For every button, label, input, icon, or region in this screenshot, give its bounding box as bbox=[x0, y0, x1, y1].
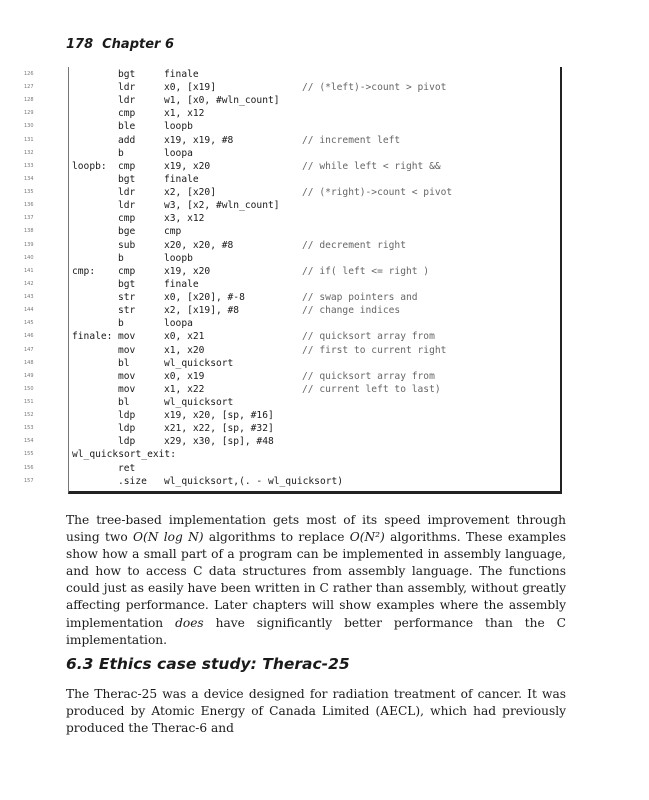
code-operands: loopb bbox=[164, 252, 193, 264]
code-opcode: ldr bbox=[118, 95, 136, 107]
line-number: 132 bbox=[24, 149, 34, 156]
code-operands: x1, x22 bbox=[164, 383, 205, 395]
code-opcode: bl bbox=[118, 397, 130, 408]
code-opcode: bl bbox=[118, 357, 130, 369]
code-line bbox=[0, 186, 600, 199]
code-operands: x3, x12 bbox=[164, 213, 205, 225]
line-number: 127 bbox=[24, 84, 34, 91]
code-operands: finale bbox=[164, 278, 199, 290]
code-opcode: cmp bbox=[118, 213, 136, 225]
code-line bbox=[0, 448, 600, 461]
code-comment: // swap pointers and bbox=[302, 292, 418, 304]
code-operands: x0, x19 bbox=[164, 370, 205, 382]
code-opcode: str bbox=[118, 292, 136, 304]
code-opcode: ldp bbox=[118, 423, 136, 435]
code-line bbox=[0, 344, 600, 357]
line-number: 137 bbox=[24, 215, 34, 222]
line-number: 141 bbox=[24, 267, 34, 274]
code-line bbox=[0, 396, 600, 409]
code-operands: cmp bbox=[164, 226, 182, 238]
page-header bbox=[66, 37, 174, 52]
code-operands: wl_quicksort bbox=[164, 397, 234, 408]
code-line bbox=[0, 212, 600, 225]
code-comment: // if( left <= right ) bbox=[302, 265, 430, 277]
code-opcode: b bbox=[118, 147, 124, 159]
code-label: finale: bbox=[72, 331, 113, 343]
code-opcode: ret bbox=[118, 462, 136, 474]
code-operands: w3, [x2, #wln_count] bbox=[164, 200, 280, 212]
code-opcode: ldr bbox=[118, 200, 136, 212]
line-number: 154 bbox=[24, 438, 34, 445]
code-line bbox=[0, 435, 600, 448]
code-operands: x19, x19, #8 bbox=[164, 134, 234, 146]
line-number: 138 bbox=[24, 228, 34, 235]
code-comment: // increment left bbox=[302, 134, 401, 146]
code-opcode: ble bbox=[118, 121, 136, 133]
code-operands: loopa bbox=[164, 147, 193, 159]
line-number: 139 bbox=[24, 241, 34, 248]
code-label: loopb: bbox=[72, 160, 107, 172]
code-line bbox=[0, 239, 600, 252]
code-opcode: bgt bbox=[118, 173, 136, 185]
line-number: 131 bbox=[24, 136, 34, 143]
code-operands: finale bbox=[164, 173, 199, 185]
line-number: 146 bbox=[24, 333, 34, 340]
chapter-title: Chapter 6 bbox=[102, 37, 175, 52]
code-opcode: ldr bbox=[118, 82, 136, 94]
code-operands: wl_quicksort,(. - wl_quicksort) bbox=[164, 475, 344, 487]
code-line bbox=[0, 81, 600, 94]
code-operands: x29, x30, [sp], #48 bbox=[164, 436, 274, 448]
code-opcode: cmp bbox=[118, 265, 136, 277]
code-line bbox=[0, 199, 600, 212]
code-operands: x19, x20, [sp, #16] bbox=[164, 410, 274, 422]
page-number: 178 bbox=[66, 37, 94, 52]
code-operands: x2, [x20] bbox=[164, 187, 216, 199]
code-line bbox=[0, 422, 600, 435]
body-paragraph-2: The Therac-25 was a device designed for radiation treatment of cancer. It was produced by Atomic Energy of Canada Limited (AECL), which had previously produced the Therac-6 and bbox=[66, 687, 566, 736]
code-opcode: cmp bbox=[118, 160, 136, 172]
code-line bbox=[0, 225, 600, 238]
code-line bbox=[0, 147, 600, 160]
code-line bbox=[0, 134, 600, 147]
code-line bbox=[0, 330, 600, 343]
code-comment: // current left to last) bbox=[302, 383, 441, 395]
code-opcode: add bbox=[118, 134, 136, 146]
body-paragraph-1: The tree-based implementation gets most of its speed improvement through using two O(N log N) algorithms to replace O(N²) algorithms. These examples show how a small part of a program can be implemented in assembly language, and how to access C data structures from assembly language. The functions could just as easily have been written in C rather than assembly, without greatly affecting performance. Later chapters will show examples where the assembly implementation does have significantly better performance than the C implementation. bbox=[66, 513, 567, 647]
code-line bbox=[0, 278, 600, 291]
code-line bbox=[0, 291, 600, 304]
code-opcode: .size bbox=[118, 475, 147, 487]
code-line bbox=[0, 383, 600, 396]
code-line bbox=[0, 370, 600, 383]
code-comment: // while left < right && bbox=[302, 160, 441, 172]
line-number: 128 bbox=[24, 97, 34, 104]
line-number: 150 bbox=[24, 385, 34, 392]
code-opcode: bgt bbox=[118, 69, 136, 80]
line-number: 149 bbox=[24, 372, 34, 379]
code-line bbox=[0, 94, 600, 107]
line-number: 145 bbox=[24, 320, 34, 327]
code-opcode: mov bbox=[118, 383, 136, 395]
line-number: 136 bbox=[24, 202, 34, 209]
line-number: 152 bbox=[24, 412, 34, 419]
code-line bbox=[0, 160, 600, 173]
code-label: cmp: bbox=[72, 265, 96, 277]
code-line bbox=[0, 252, 600, 265]
line-number: 148 bbox=[24, 359, 34, 366]
line-number: 156 bbox=[24, 464, 34, 471]
code-opcode: bge bbox=[118, 226, 136, 238]
line-number: 155 bbox=[24, 451, 34, 458]
code-operands: x0, [x20], #-8 bbox=[164, 292, 245, 304]
code-operands: x0, [x19] bbox=[164, 82, 216, 94]
code-line bbox=[0, 409, 600, 422]
code-operands: x0, x21 bbox=[164, 331, 205, 343]
code-comment: // first to current right bbox=[302, 344, 447, 356]
code-opcode: cmp bbox=[118, 108, 136, 120]
code-line bbox=[0, 68, 600, 81]
line-number: 133 bbox=[24, 162, 34, 169]
emphasis-does: does bbox=[175, 615, 204, 630]
line-number: 140 bbox=[24, 254, 34, 261]
math-n-squared: O(N²) bbox=[349, 530, 385, 545]
code-operands: x21, x22, [sp, #32] bbox=[164, 423, 274, 435]
line-number: 157 bbox=[24, 477, 34, 484]
code-opcode: mov bbox=[118, 370, 136, 382]
code-opcode: ldr bbox=[118, 187, 136, 199]
code-opcode: b bbox=[118, 252, 124, 264]
section-heading: 6.3 Ethics case study: Therac-25 bbox=[66, 655, 350, 673]
code-comment: // (*right)->count < pivot bbox=[302, 187, 453, 199]
line-number: 153 bbox=[24, 425, 34, 432]
line-number: 151 bbox=[24, 399, 34, 405]
code-operands: loopa bbox=[164, 318, 193, 330]
code-line bbox=[0, 173, 600, 186]
code-operands: x1, x12 bbox=[164, 108, 205, 120]
code-line bbox=[0, 462, 600, 475]
code-opcode: mov bbox=[118, 331, 136, 343]
code-opcode: str bbox=[118, 305, 136, 317]
code-operands: x19, x20 bbox=[164, 160, 211, 172]
line-number: 130 bbox=[24, 123, 34, 130]
line-number: 126 bbox=[24, 71, 34, 77]
code-comment: // decrement right bbox=[302, 239, 406, 251]
code-opcode: b bbox=[118, 318, 124, 330]
code-operands: w1, [x0, #wln_count] bbox=[164, 95, 280, 107]
code-comment: // (*left)->count > pivot bbox=[302, 82, 447, 94]
code-comment: // quicksort array from bbox=[302, 331, 435, 343]
code-label: wl_quicksort_exit: bbox=[72, 449, 176, 461]
code-operands: finale bbox=[164, 69, 199, 80]
code-line bbox=[0, 317, 600, 330]
code-opcode: sub bbox=[118, 239, 136, 251]
code-comment: // change indices bbox=[302, 305, 401, 317]
code-opcode: mov bbox=[118, 344, 136, 356]
line-number: 129 bbox=[24, 110, 34, 117]
line-number: 143 bbox=[24, 294, 34, 301]
code-operands: x2, [x19], #8 bbox=[164, 305, 240, 317]
code-operands: x1, x20 bbox=[164, 344, 205, 356]
code-opcode: bgt bbox=[118, 278, 136, 290]
code-line bbox=[0, 120, 600, 133]
code-operands: x20, x20, #8 bbox=[164, 239, 234, 251]
line-number: 147 bbox=[24, 346, 34, 353]
code-opcode: ldp bbox=[118, 436, 136, 448]
line-number: 134 bbox=[24, 175, 34, 182]
math-n-log-n: O(N log N) bbox=[133, 530, 204, 545]
code-line bbox=[0, 475, 600, 488]
code-opcode: ldp bbox=[118, 410, 136, 422]
line-number: 144 bbox=[24, 307, 34, 314]
line-number: 135 bbox=[24, 189, 34, 196]
code-line bbox=[0, 107, 600, 120]
code-line bbox=[0, 304, 600, 317]
code-operands: wl_quicksort bbox=[164, 357, 234, 369]
code-line bbox=[0, 265, 600, 278]
line-number: 142 bbox=[24, 280, 34, 287]
code-line bbox=[0, 357, 600, 370]
code-operands: loopb bbox=[164, 121, 193, 133]
code-operands: x19, x20 bbox=[164, 265, 211, 277]
code-comment: // quicksort array from bbox=[302, 370, 435, 382]
